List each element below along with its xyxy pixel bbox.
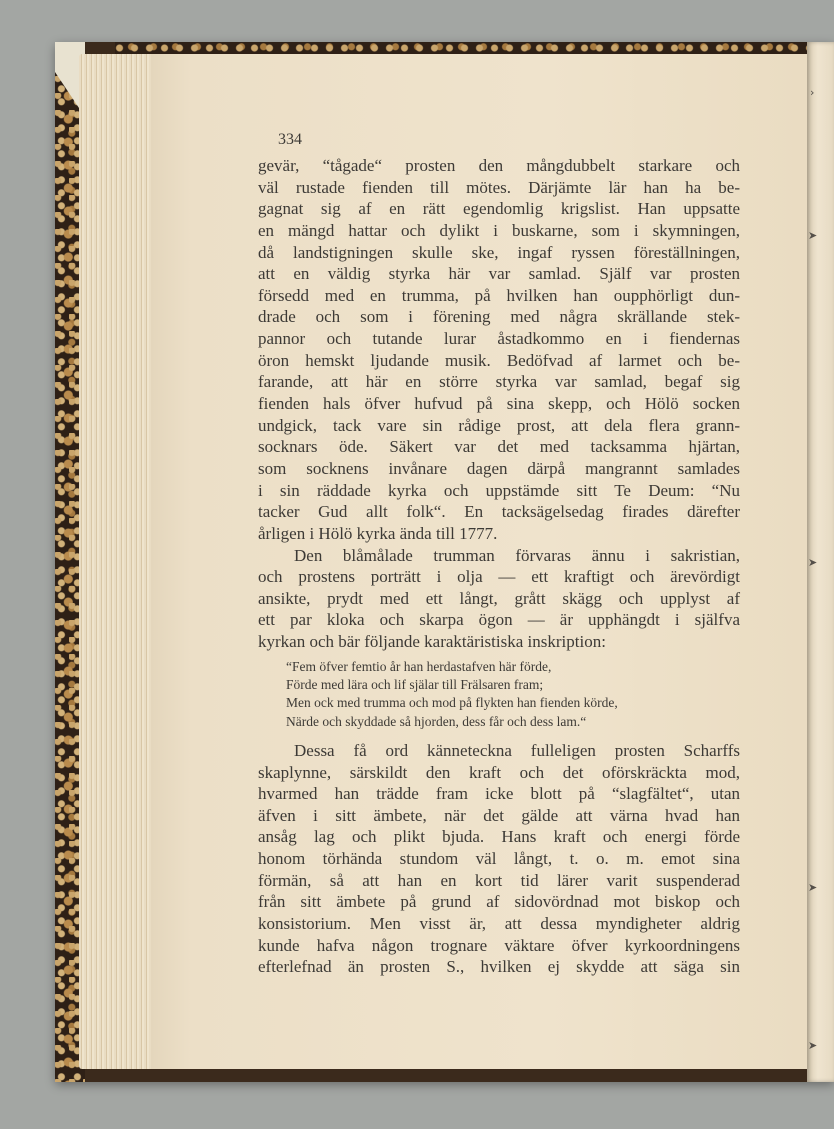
paragraph-3 [258, 740, 740, 978]
text-line: kyrkan och bär följande karaktäristiska inskription: [258, 632, 606, 652]
page-text [258, 125, 740, 978]
text-line: kunde hafva någon trognare väktare öfver kyrkoordningens [258, 935, 740, 955]
text-line: pannor och tutande lurar åstadkommo en i fiendernas [258, 329, 740, 349]
text-line: väl rustade fienden till mötes. Därjämte lär han ha be- [258, 177, 740, 197]
edge-mark: ➤ [808, 556, 818, 569]
text-line: skaplynne, särskildt den kraft och det oförskräckta mod, [258, 762, 740, 782]
text-line: att en väldig styrka här var samlad. Själf var prosten [258, 264, 740, 284]
marbled-cover-top [115, 42, 834, 54]
text-line: hvarmed han trädde fram icke blott på “slagfältet“, utan [258, 784, 740, 804]
text-line: öron hemskt ljudande musik. Bedöfvad af larmet och be- [258, 350, 740, 370]
text-line: en mängd hattar och dylikt i buskarne, som i skymningen, [258, 220, 740, 240]
text-line: socknars öde. Säkert var det med tacksamma hjärtan, [258, 437, 740, 457]
paragraph-2 [258, 545, 740, 653]
text-line: gagnat sig af en rätt egendomlig krigslist. Han uppsatte [258, 199, 740, 219]
text-line: ansåg lag och plikt bjuda. Hans kraft och energi förde [258, 827, 740, 847]
text-line: Dessa få ord känneteckna fulleligen prosten Scharffs [294, 740, 740, 760]
text-line: som socknens invånare dagen därpå mangrannt samlades [258, 458, 740, 478]
text-line: försedd med en trumma, på hvilken han oupphörligt dun- [258, 285, 740, 305]
paragraph-1 [258, 155, 740, 545]
text-line: då landstigningen skulle ske, ingaf ryssen föreställningen, [258, 242, 740, 262]
text-line: fienden hals öfver hufvud på sina skepp, och Hölö socken [258, 394, 740, 414]
text-line: äfven i sitt ämbete, när det gälde att värna hvad han [258, 805, 740, 825]
verse-inscription [258, 653, 740, 740]
text-line: “Fem öfver femtio år han herdastafven här förde, [286, 658, 552, 674]
edge-mark: › [810, 86, 815, 99]
text-line: och prostens porträtt i olja — ett kraftigt och ärevördigt [258, 567, 740, 587]
edge-mark: ➤ [808, 1039, 818, 1052]
text-line: förmän, så att han en kort tid lärer varit suspenderad [258, 870, 740, 890]
text-line: Den blåmålade trumman förvaras ännu i sakristian, [294, 545, 740, 565]
text-line: Förde med lära och lif själar till Frälsaren fram; [286, 677, 544, 693]
text-line: konsistorium. Men visst är, att dessa myndigheter aldrig [258, 914, 740, 934]
page-edges [79, 54, 151, 1069]
text-line: efterlefnad än prosten S., hvilken ej skydde att säga sin [258, 957, 740, 977]
text-line: drade och som i förening med några skrällande stek- [258, 307, 740, 327]
next-page-edge [807, 42, 834, 1082]
text-line: Närde och skyddade så hjorden, dess får och dess lam.“ [286, 713, 587, 729]
text-line: Men ock med trumma och mod på flykten han fienden körde, [286, 695, 618, 711]
text-line: undgick, tack vare sin rådige prost, att dela flera grann- [258, 415, 740, 435]
text-line: i sin räddade kyrka och uppstämde sitt Te Deum: “Nu [258, 480, 740, 500]
text-line: årligen i Hölö kyrka ända till 1777. [258, 523, 498, 543]
text-line: ansikte, prydt med ett långt, grått skägg och upplyst af [258, 588, 740, 608]
text-line: tacker Gud allt folk“. En tacksägelsedag firades därefter [258, 502, 740, 522]
text-line: ett par kloka och skarpa ögon — är upphängdt i själfva [258, 610, 740, 630]
text-line: farande, att här en större styrka var samlad, begaf sig [258, 372, 740, 392]
text-line: från sitt ämbete på grund af sidovördnad mot biskop och [258, 892, 740, 912]
edge-mark: ➤ [808, 229, 818, 242]
text-line: honom törhända stundom väl långt, t. o. m. emot sina [258, 849, 740, 869]
text-line: gevär, “tågade“ prosten den mångdubbelt starkare och [258, 156, 740, 175]
edge-mark: ➤ [808, 881, 818, 894]
page-number: 334 [278, 131, 302, 148]
